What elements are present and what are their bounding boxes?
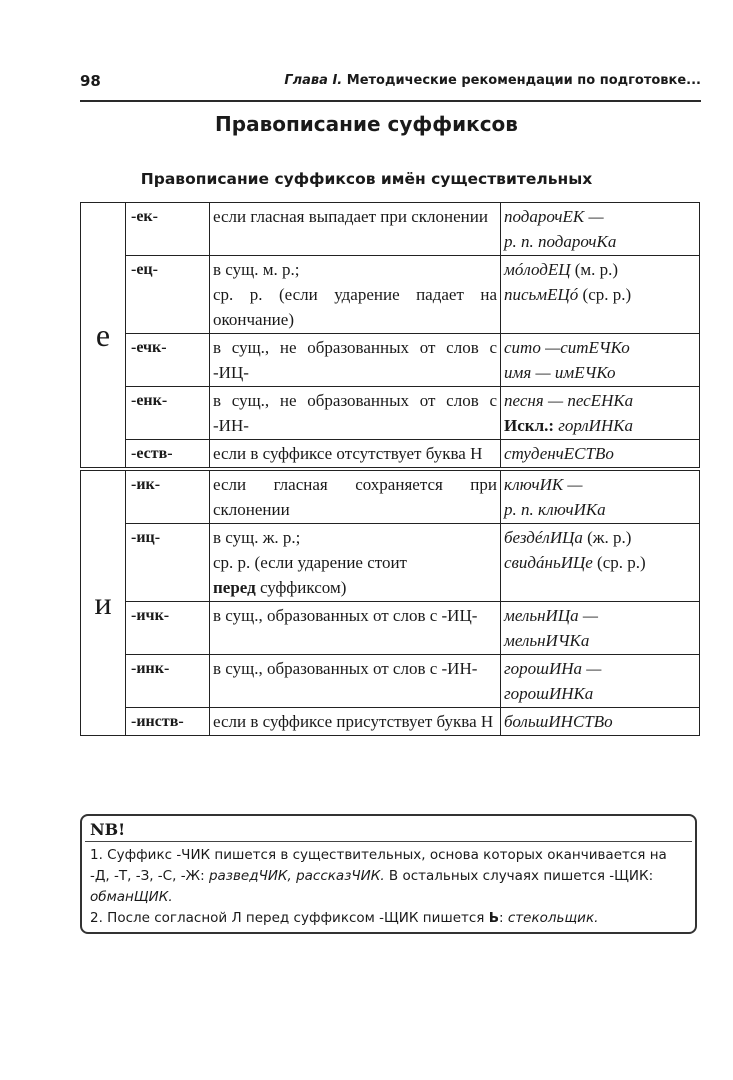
emphasis-word: перед: [213, 578, 256, 597]
example-cell: [501, 256, 700, 334]
suffix-cell: -инств-: [126, 708, 210, 736]
condition-line: ср. р. (если ударение падает на окончание): [213, 285, 497, 329]
condition-cell: если в суффиксе присутствует буква Н: [210, 708, 501, 736]
table-row: [81, 469, 700, 524]
example-cell: большИНСТВо: [501, 708, 700, 736]
condition-cell: в сущ., образованных от слов с -ИЦ-: [210, 602, 501, 655]
condition-cell: если гласная сохраняется при склонении: [210, 469, 501, 524]
condition-cell: в сущ., не образованных от слов с -ИЦ-: [210, 334, 501, 387]
gender-note: (ж. р.): [587, 528, 632, 547]
suffix-cell: -иц-: [126, 524, 210, 602]
example-line: [504, 413, 696, 438]
note-example: разведЧИК, рассказЧИК.: [208, 868, 385, 884]
example-line: мельнИЧКа: [504, 631, 590, 650]
example-line: р. п. подарочКа: [504, 232, 617, 251]
example-word: бездéлИЦа: [504, 528, 583, 547]
suffix-cell: -ек-: [126, 203, 210, 256]
suffix-cell: -ец-: [126, 256, 210, 334]
example-cell: [501, 387, 700, 440]
example-cell: [501, 602, 700, 655]
example-cell: [501, 334, 700, 387]
vowel-i: и: [81, 469, 126, 736]
table-row: [81, 387, 700, 440]
table-row: [81, 708, 700, 736]
condition-cell: [210, 524, 501, 602]
table-row: [81, 655, 700, 708]
chapter-label: Глава I.: [284, 73, 343, 88]
condition-word: суффиксом): [259, 578, 347, 597]
example-word: свидáньИЦе: [504, 553, 593, 572]
table-row: [81, 602, 700, 655]
note-text: В остальных случаях пишется -ЩИК:: [388, 868, 654, 884]
example-line: имя — имЕЧКо: [504, 363, 616, 382]
example-line: подарочЕК —: [504, 207, 604, 226]
page-header: [80, 60, 701, 102]
note-text: 2. После согласной Л перед суффиксом -ЩИК пишется: [90, 910, 485, 926]
example-line: [504, 282, 696, 307]
gender-note: (ср. р.): [597, 553, 646, 572]
condition-cell: в сущ., не образованных от слов с -ИН-: [210, 387, 501, 440]
suffix-cell: -енк-: [126, 387, 210, 440]
example-cell: [501, 203, 700, 256]
table-row: [81, 440, 700, 470]
example-cell: студенчЕСТВо: [501, 440, 700, 470]
example-cell: [501, 469, 700, 524]
example-cell: [501, 524, 700, 602]
running-head: [284, 73, 701, 88]
example-word: мóлодЕЦ: [504, 260, 571, 279]
suffix-table: [80, 202, 700, 736]
exception-label: Искл.:: [504, 416, 555, 435]
note-example: обманЩИК.: [90, 889, 173, 905]
example-line: [504, 257, 696, 282]
example-line: песня — песЕНКа: [504, 391, 634, 410]
condition-line: [213, 575, 497, 600]
running-title: Методические рекомендации по подготовке...: [346, 73, 701, 88]
example-line: [504, 525, 696, 550]
example-line: ключИК —: [504, 475, 583, 494]
suffix-cell: -ичк-: [126, 602, 210, 655]
gender-note: (ср. р.): [582, 285, 632, 304]
gender-note: (м. р.): [574, 260, 619, 279]
example-line: р. п. ключИКа: [504, 500, 606, 519]
note-item-1: [90, 845, 689, 908]
example-line: горошИНа —: [504, 659, 602, 678]
example-line: горошИНКа: [504, 684, 594, 703]
table-row: [81, 256, 700, 334]
note-item-2: 2. После согласной Л перед суффиксом -ЩИК пишется Ь: стекольщик.: [90, 910, 599, 926]
condition-line: в сущ. ж. р.;: [213, 528, 301, 547]
page-number: 98: [80, 72, 101, 90]
condition-line: ср. р. (если ударение стоит: [213, 553, 407, 572]
table-row: [81, 334, 700, 387]
suffix-cell: -инк-: [126, 655, 210, 708]
condition-cell: если гласная выпадает при склонении: [210, 203, 501, 256]
example-word: горлИНКа: [558, 416, 634, 435]
note-body: [82, 842, 695, 929]
example-cell: [501, 655, 700, 708]
example-line: мельнИЦа —: [504, 606, 598, 625]
example-word: письмЕЦó: [504, 285, 579, 304]
page-title: Правописание суффиксов: [215, 112, 518, 136]
note-text: 1. Суффикс -ЧИК пишется в существительных, основа которых оканчивается на -Д, -Т, -З, -С, -Ж:: [90, 847, 667, 884]
note-letter: Ь: [488, 910, 500, 926]
example-line: [504, 550, 696, 575]
suffix-cell: -ик-: [126, 469, 210, 524]
condition-line: в сущ. м. р.;: [213, 260, 300, 279]
note-box: [80, 814, 697, 934]
condition-cell: [210, 256, 501, 334]
table-row: [81, 524, 700, 602]
note-title: NB!: [90, 820, 126, 839]
suffix-cell: -еств-: [126, 440, 210, 470]
table-subtitle: Правописание суффиксов имён существительных: [140, 170, 593, 188]
suffix-cell: -ечк-: [126, 334, 210, 387]
example-line: сито —ситЕЧКо: [504, 338, 630, 357]
condition-cell: в сущ., образованных от слов с -ИН-: [210, 655, 501, 708]
note-example: стекольщик.: [507, 910, 599, 926]
condition-cell: если в суффиксе отсутствует буква Н: [210, 440, 501, 470]
table-row: [81, 203, 700, 256]
vowel-e: е: [81, 203, 126, 470]
